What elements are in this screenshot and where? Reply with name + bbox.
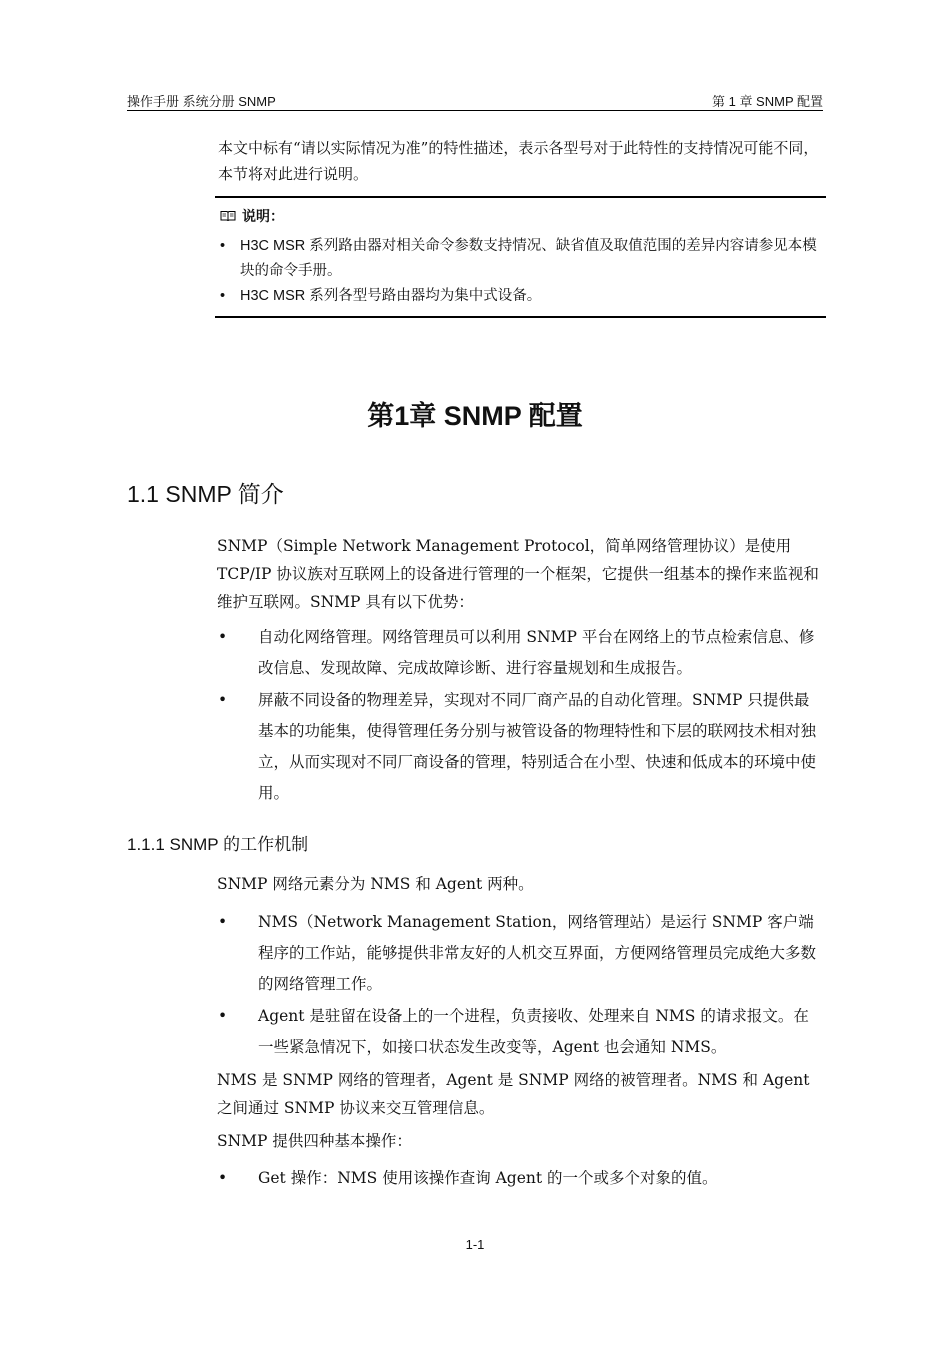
list-item xyxy=(218,907,824,1000)
section-paragraph: SNMP 提供四种基本操作： xyxy=(217,1132,412,1150)
header-divider xyxy=(127,110,823,111)
bullet: • xyxy=(218,628,228,646)
list-item xyxy=(218,685,824,809)
list-item xyxy=(218,1163,824,1194)
note-label: 说明： xyxy=(242,209,284,225)
page-number: 1-1 xyxy=(465,1237,485,1252)
list-item xyxy=(218,622,824,684)
section-heading: 1.1 SNMP 简介 xyxy=(127,481,284,507)
subsection-heading: 1.1.1 SNMP 的工作机制 xyxy=(127,835,309,854)
note-top-rule xyxy=(215,196,826,198)
bullet: • xyxy=(220,288,226,304)
chapter-title: 第1章 SNMP 配置 xyxy=(367,401,583,431)
intro-paragraph: 本文中标有“请以实际情况为准”的特性描述，表示各型号对于此特性的支持情况可能不同，本节将对此进行说明。 xyxy=(218,139,819,183)
bullet: • xyxy=(218,691,228,709)
note-bottom-rule xyxy=(215,316,826,318)
bullet: • xyxy=(218,1007,228,1025)
note-item xyxy=(220,234,824,284)
open-book-icon xyxy=(220,210,236,222)
note-item-text: H3C MSR 系列路由器对相关命令参数支持情况、缺省值及取值范围的差异内容请参见本模块的命令手册。 xyxy=(240,238,817,279)
running-header-left: 操作手册 系统分册 SNMP xyxy=(127,94,276,109)
note-item xyxy=(220,284,824,309)
note-title xyxy=(220,206,284,226)
list-item-text: Get 操作：NMS 使用该操作查询 Agent 的一个或多个对象的值。 xyxy=(258,1169,718,1187)
list-item-text: 自动化网络管理。网络管理员可以利用 SNMP 平台在网络上的节点检索信息、修改信息、发现故障、完成故障诊断、进行容量规划和生成报告。 xyxy=(258,628,815,677)
running-header-right: 第 1 章 SNMP 配置 xyxy=(711,94,823,109)
list-item xyxy=(218,1001,824,1063)
section-paragraph: NMS 是 SNMP 网络的管理者，Agent 是 SNMP 网络的被管理者。NMS 和 Agent 之间通过 SNMP 协议来交互管理信息。 xyxy=(217,1071,810,1117)
bullet: • xyxy=(220,238,226,254)
list-item-text: NMS（Network Management Station，网络管理站）是运行 SNMP 客户端程序的工作站，能够提供非常友好的人机交互界面，方便网络管理员完成绝大多数的网络管理工作。 xyxy=(258,913,817,993)
list-item-text: 屏蔽不同设备的物理差异，实现对不同厂商产品的自动化管理。SNMP 只提供最基本的功能集，使得管理任务分别与被管设备的物理特性和下层的联网技术相对独立，从而实现对不同厂商设备的管理，特别适合在小型、快速和低成本的环境中使用。 xyxy=(258,691,817,802)
section-paragraph: SNMP（Simple Network Management Protocol，简单网络管理协议）是使用 TCP/IP 协议族对互联网上的设备进行管理的一个框架，它提供一组基本的操作来监视和维护互联网。SNMP 具有以下优势： xyxy=(217,537,819,611)
list-item-text: Agent 是驻留在设备上的一个进程，负责接收、处理来自 NMS 的请求报文。在一些紧急情况下，如接口状态发生改变等，Agent 也会通知 NMS。 xyxy=(258,1007,809,1056)
bullet: • xyxy=(218,1169,228,1187)
section-paragraph: SNMP 网络元素分为 NMS 和 Agent 两种。 xyxy=(217,875,534,893)
bullet: • xyxy=(218,913,228,931)
note-item-text: H3C MSR 系列各型号路由器均为集中式设备。 xyxy=(240,288,542,304)
